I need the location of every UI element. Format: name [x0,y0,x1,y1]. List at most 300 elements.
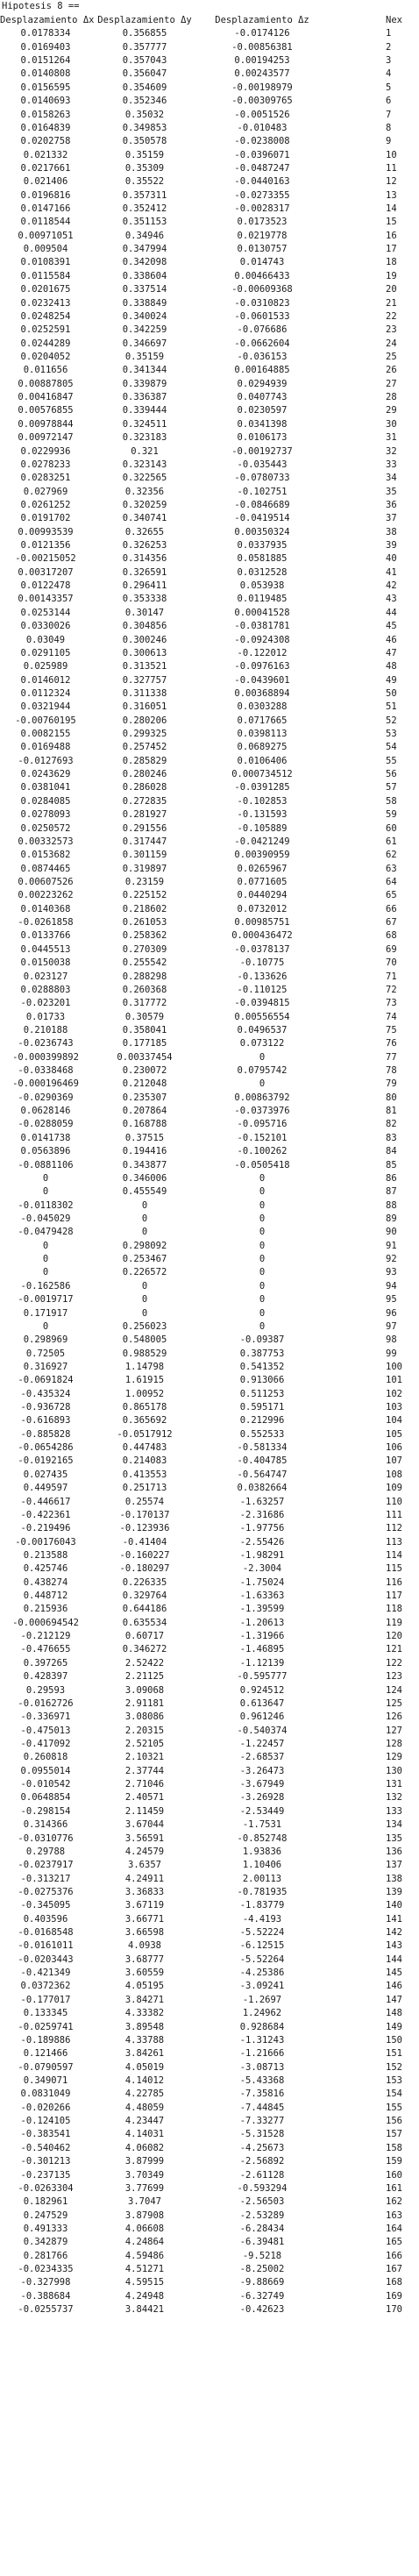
cell-node: 78 [386,1065,397,1077]
cell-node: 147 [386,1994,402,2005]
cell-node: 32 [386,445,397,457]
cell-dx: 0.0156595 [20,82,71,93]
cell-dx: 0.00223262 [18,890,74,901]
cell-dx: 0.314366 [23,1819,68,1831]
cell-dy: 0.337514 [122,284,167,295]
cell-dy: 0.218602 [122,903,167,914]
cell-dx: -0.0275376 [18,1886,74,1897]
cell-dy: 0.301159 [122,850,167,861]
cell-node: 149 [386,2021,402,2032]
cell-node: 163 [386,2210,402,2221]
cell-dz: 0.00350324 [234,526,290,537]
cell-dy: 4.05195 [124,1981,165,1992]
cell-dy: 0.30147 [124,607,165,618]
cell-node: 122 [386,1657,402,1669]
cell-node: 66 [386,903,397,914]
cell-dz: -3.67949 [239,1779,285,1790]
cell-dx: 0.0196816 [20,189,71,201]
cell-dz: -0.0505418 [234,1159,290,1171]
cell-dy: 0.340741 [122,513,167,524]
cell-dx: -0.189886 [20,2034,71,2046]
cell-dx: 0.00971051 [18,230,74,241]
cell-node: 74 [386,1011,397,1022]
cell-dz: 0 [259,1240,266,1251]
cell-node: 84 [386,1146,397,1157]
cell-dx: 0.491333 [23,2223,68,2234]
cell-dy: 3.08086 [124,1711,165,1723]
table-row [0,1105,419,1118]
table-row [0,620,419,633]
table-row [0,660,419,673]
cell-node: 91 [386,1240,397,1251]
cell-node: 133 [386,1805,402,1817]
cell-dx: -0.00760195 [15,715,76,726]
table-row [0,795,419,808]
cell-dz: -2.61128 [239,2169,285,2181]
cell-dx: 0.021332 [23,149,68,160]
cell-node: 159 [386,2156,402,2167]
table-row [0,1939,419,1953]
cell-dy: 0.212048 [122,1078,167,1090]
cell-dz: -1.39599 [239,1604,285,1615]
cell-node: 124 [386,1684,402,1696]
cell-node: 64 [386,877,397,887]
cell-dy: 0.251713 [122,1483,167,1494]
table-row [0,41,419,54]
table-row [0,378,419,391]
cell-dx: 0.027435 [23,1469,68,1480]
cell-dz: -0.00192737 [231,445,293,457]
cell-node: 116 [386,1576,402,1588]
table-row [0,189,419,203]
cell-node: 97 [386,1320,397,1332]
cell-node: 161 [386,2182,402,2194]
cell-dy: 0.323143 [122,459,167,470]
table-row [0,431,419,445]
cell-node: 52 [386,715,397,726]
cell-dy: 0.32356 [124,486,165,497]
cell-dy: 0.316051 [122,701,167,713]
cell-dx: 0.0150038 [20,957,71,969]
cell-dz: -0.095716 [237,1119,288,1130]
cell-node: 151 [386,2048,402,2060]
cell-dy: 4.24911 [124,1873,165,1884]
cell-node: 11 [386,162,397,174]
cell-dy: 4.05019 [124,2061,165,2073]
cell-dz: -0.010483 [237,122,288,133]
cell-dy: 0.285829 [122,755,167,766]
cell-node: 157 [386,2129,402,2140]
cell-dy: 4.33788 [124,2034,165,2046]
table-row [0,2021,419,2034]
cell-dz: -0.036153 [237,351,288,362]
cell-node: 110 [386,1496,402,1507]
cell-node: 15 [386,217,397,228]
cell-dy: 0.326591 [122,566,167,578]
cell-dx: 0.0151264 [20,55,71,67]
cell-node: 33 [386,459,397,470]
cell-dz: 0 [259,1172,266,1184]
table-row [0,1159,419,1172]
table-row [0,2276,419,2289]
cell-dy: 3.7047 [128,2196,161,2208]
cell-node: 23 [386,324,397,336]
cell-dy: 0.326253 [122,540,167,551]
cell-node: 31 [386,432,397,444]
table-row [0,1401,419,1414]
cell-dy: 0.644186 [122,1604,167,1615]
cell-node: 9 [386,136,392,147]
cell-dy: 2.40571 [124,1792,165,1804]
cell-dx: 0.00576855 [18,405,74,416]
cell-node: 28 [386,392,397,403]
cell-node: 72 [386,984,397,995]
cell-node: 27 [386,378,397,389]
cell-dz: 0.00985751 [234,917,290,929]
cell-node: 54 [386,742,397,753]
cell-dz: 0.613647 [239,1697,285,1709]
cell-dx: 0.0158263 [20,109,71,120]
cell-node: 152 [386,2061,402,2073]
cell-dz: 0.00863792 [234,1092,290,1103]
cell-dx: 0.009504 [23,244,68,255]
cell-dz: -1.7531 [242,1819,282,1831]
cell-node: 100 [386,1361,402,1372]
cell-node: 132 [386,1792,402,1804]
cell-dy: 2.91181 [124,1697,165,1709]
table-row [0,27,419,40]
cell-node: 141 [386,1913,402,1925]
cell-node: 131 [386,1779,402,1790]
cell-node: 114 [386,1549,402,1561]
cell-dy: 0.349853 [122,122,167,133]
cell-dx: -0.0162726 [18,1697,74,1709]
cell-dx: 0.182961 [23,2196,68,2208]
cell-dz: -1.12139 [239,1657,285,1669]
cell-node: 104 [386,1415,402,1427]
cell-dy: 4.59515 [124,2277,165,2288]
cell-node: 92 [386,1254,397,1265]
table-row [0,849,419,862]
table-row [0,1576,419,1590]
cell-dx: -0.0691824 [18,1375,74,1386]
cell-dz: -0.122012 [237,647,288,658]
cell-dx: 0.0204052 [20,351,71,362]
cell-dz: -1.98291 [239,1549,285,1561]
cell-dx: -0.010542 [20,1779,71,1790]
cell-node: 144 [386,1953,402,1965]
cell-node: 156 [386,2116,402,2127]
cell-node: 12 [386,176,397,188]
cell-dx: 0.316927 [23,1361,68,1372]
cell-node: 39 [386,540,397,551]
cell-dx: 0.011656 [23,365,68,376]
cell-node: 102 [386,1388,402,1399]
cell-dz: 0.595171 [239,1402,285,1413]
table-row [0,1522,419,1535]
cell-dx: 0 [42,1172,49,1184]
cell-node: 85 [386,1159,397,1171]
cell-dx: 0.0381041 [20,782,71,793]
table-row [0,539,419,552]
cell-dx: 0.0248254 [20,310,71,322]
table-row [0,1590,419,1603]
cell-dx: 0.021406 [23,176,68,188]
cell-dy: 4.33382 [124,2008,165,2019]
cell-dz: 0.0382664 [237,1483,288,1494]
cell-dx: 0.00607526 [18,877,74,887]
cell-dx: -0.0255737 [18,2304,74,2316]
cell-dy: 4.14012 [124,2074,165,2086]
cell-dz: -0.00309765 [231,96,293,107]
cell-node: 18 [386,257,397,268]
cell-dx: -0.0236743 [18,1038,74,1050]
cell-node: 103 [386,1402,402,1413]
cell-dz: -0.09387 [239,1334,285,1346]
cell-dz: 0 [259,1294,266,1306]
table-row [0,957,419,970]
cell-dx: 0.403596 [23,1913,68,1925]
cell-dy: 0.280206 [122,715,167,726]
cell-dz: 0.00368894 [234,687,290,699]
table-row [0,2061,419,2074]
cell-dz: -5.52264 [239,1953,285,1965]
cell-node: 65 [386,890,397,901]
cell-dx: 0.0122478 [20,580,71,592]
cell-dy: 0.339444 [122,405,167,416]
table-row [0,1643,419,1656]
cell-dy: 3.89548 [124,2021,165,2032]
cell-dx: 0.0244289 [20,338,71,349]
cell-node: 38 [386,526,397,537]
cell-dy: 0.342098 [122,257,167,268]
cell-dx: 0.0278233 [20,459,71,470]
table-row [0,1414,419,1427]
cell-dx: 0.00972147 [18,432,74,444]
cell-dz: -0.0381781 [234,621,290,632]
table-row [0,1859,419,1872]
table-row [0,863,419,876]
cell-dz: -5.52224 [239,1927,285,1939]
cell-dy: 0.299325 [122,729,167,740]
table-row [0,256,419,269]
cell-dy: 0.413553 [122,1469,167,1480]
cell-dz: 0.00556554 [234,1011,290,1022]
table-row [0,472,419,485]
cell-dy: 0.329764 [122,1590,167,1602]
cell-node: 138 [386,1873,402,1884]
cell-dz: -0.781935 [237,1886,288,1897]
cell-dy: 0 [141,1199,148,1211]
cell-node: 57 [386,782,397,793]
cell-node: 162 [386,2196,402,2208]
cell-node: 45 [386,621,397,632]
cell-dz: 0 [259,1307,266,1319]
cell-dy: 0.300246 [122,634,167,645]
cell-dy: 0.280246 [122,769,167,780]
cell-dy: 1.00952 [124,1388,165,1399]
cell-dz: -6.12515 [239,1940,285,1952]
cell-node: 73 [386,998,397,1009]
cell-dy: 4.48059 [124,2102,165,2113]
cell-dy: 0.314356 [122,553,167,565]
cell-dx: -0.616893 [20,1415,71,1427]
cell-dx: 0.0164839 [20,122,71,133]
table-row [0,230,419,243]
cell-node: 8 [386,122,392,133]
cell-node: 19 [386,270,397,281]
cell-dx: -0.476655 [20,1644,71,1655]
cell-node: 49 [386,674,397,686]
cell-dx: 0.213588 [23,1549,68,1561]
cell-node: 146 [386,1981,402,1992]
table-row [0,1846,419,1859]
table-row [0,2236,419,2249]
cell-dz: -0.0310823 [234,297,290,309]
cell-dx: -0.0203443 [18,1953,74,1965]
cell-dx: 0.425746 [23,1563,68,1575]
cell-dx: -0.0310776 [18,1832,74,1844]
cell-dy: 0.346272 [122,1644,167,1655]
cell-dy: 0.356047 [122,68,167,80]
cell-dx: -0.421349 [20,1968,71,1979]
table-row [0,1469,419,1482]
cell-dx: 0.281766 [23,2250,68,2261]
table-row [0,2290,419,2303]
cell-dx: 0.0178334 [20,28,71,39]
cell-dx: 0.027969 [23,486,68,497]
cell-node: 83 [386,1132,397,1143]
cell-dy: 4.24579 [124,1846,165,1857]
cell-dy: 0.207864 [122,1106,167,1117]
cell-node: 140 [386,1900,402,1911]
cell-dy: 0.322565 [122,473,167,484]
cell-dy: 0.60717 [124,1631,165,1642]
cell-node: 2 [386,41,392,53]
cell-dx: -0.0168548 [18,1927,74,1939]
cell-node: 30 [386,418,397,430]
cell-node: 115 [386,1563,402,1575]
cell-dx: 0.0169403 [20,41,71,53]
table-row [0,755,419,768]
cell-dz: -0.110125 [237,984,288,995]
cell-dx: 0.0831049 [20,2089,71,2100]
table-header [0,14,419,27]
table-row [0,418,419,431]
cell-dx: -0.045029 [20,1213,71,1224]
table-row [0,876,419,889]
cell-dx: 0.0108391 [20,257,71,268]
cell-node: 107 [386,1455,402,1467]
cell-dy: 0.324511 [122,418,167,430]
cell-dy: 0.346006 [122,1172,167,1184]
cell-dy: 4.23447 [124,2116,165,2127]
cell-dx: 0 [42,1320,49,1332]
cell-dy: 0.35159 [124,149,165,160]
cell-dx: 0.438274 [23,1576,68,1588]
table-row [0,2169,419,2182]
cell-dy: 0.865178 [122,1402,167,1413]
table-row [0,404,419,417]
cell-node: 158 [386,2142,402,2153]
cell-dy: 0.226572 [122,1267,167,1278]
cell-dx: -0.0288059 [18,1119,74,1130]
cell-dx: 0.0153682 [20,850,71,861]
cell-dz: -0.10775 [239,957,285,969]
cell-node: 167 [386,2264,402,2275]
cell-dx: 0.0133766 [20,930,71,942]
cell-dz: 0.0230597 [237,405,288,416]
cell-dy: 0.30579 [124,1011,165,1022]
cell-node: 113 [386,1536,402,1548]
cell-node: 166 [386,2250,402,2261]
cell-dx: -0.0192165 [18,1455,74,1467]
cell-dx: -0.301213 [20,2156,71,2167]
cell-node: 119 [386,1617,402,1628]
table-row [0,1725,419,1738]
cell-dz: 0.00466433 [234,270,290,281]
cell-dy: 4.24948 [124,2290,165,2302]
cell-dy: 0.00337454 [117,1051,173,1063]
table-row [0,338,419,351]
cell-dz: 0.000436472 [231,930,293,942]
cell-dz: -0.42623 [239,2304,285,2316]
cell-dz: 0 [259,1320,266,1332]
table-row [0,68,419,81]
cell-dy: 0.347994 [122,244,167,255]
cell-dz: -2.56503 [239,2196,285,2208]
cell-node: 112 [386,1523,402,1534]
cell-node: 99 [386,1348,397,1359]
header-dx: Desplazamiento Δx [0,15,95,25]
cell-dx: 0.03049 [25,634,66,645]
cell-dy: 0.358041 [122,1024,167,1035]
cell-dz: -0.00856381 [231,41,293,53]
cell-dz: -0.0421249 [234,836,290,847]
cell-dz: -3.26928 [239,1792,285,1804]
table-row [0,1751,419,1764]
cell-dz: -1.22457 [239,1739,285,1749]
cell-dz: -1.97756 [239,1523,285,1534]
cell-node: 77 [386,1051,397,1063]
cell-node: 76 [386,1038,397,1050]
table-row [0,1684,419,1697]
cell-dx: -0.0127693 [18,755,74,766]
cell-dx: -0.219496 [20,1523,71,1534]
cell-node: 43 [386,594,397,605]
cell-dx: 0.133345 [23,2008,68,2019]
cell-dy: 0.255542 [122,957,167,969]
cell-dx: 0.0243629 [20,769,71,780]
cell-dz: 0.0407743 [237,392,288,403]
hypothesis-title: Hipotesis 8 == [2,1,80,11]
cell-dy: 0.357311 [122,189,167,201]
table-row [0,1132,419,1145]
cell-dy: 0.341344 [122,365,167,376]
cell-node: 58 [386,795,397,807]
cell-dz: -6.39481 [239,2237,285,2248]
cell-dx: -0.0237917 [18,1860,74,1871]
cell-node: 89 [386,1213,397,1224]
cell-node: 79 [386,1078,397,1090]
cell-dz: -6.32749 [239,2290,285,2302]
cell-node: 37 [386,513,397,524]
cell-dx: 0.0121356 [20,540,71,551]
cell-dy: 0.319897 [122,863,167,874]
cell-node: 150 [386,2034,402,2046]
cell-node: 22 [386,310,397,322]
cell-dz: 0.0440294 [237,890,288,901]
